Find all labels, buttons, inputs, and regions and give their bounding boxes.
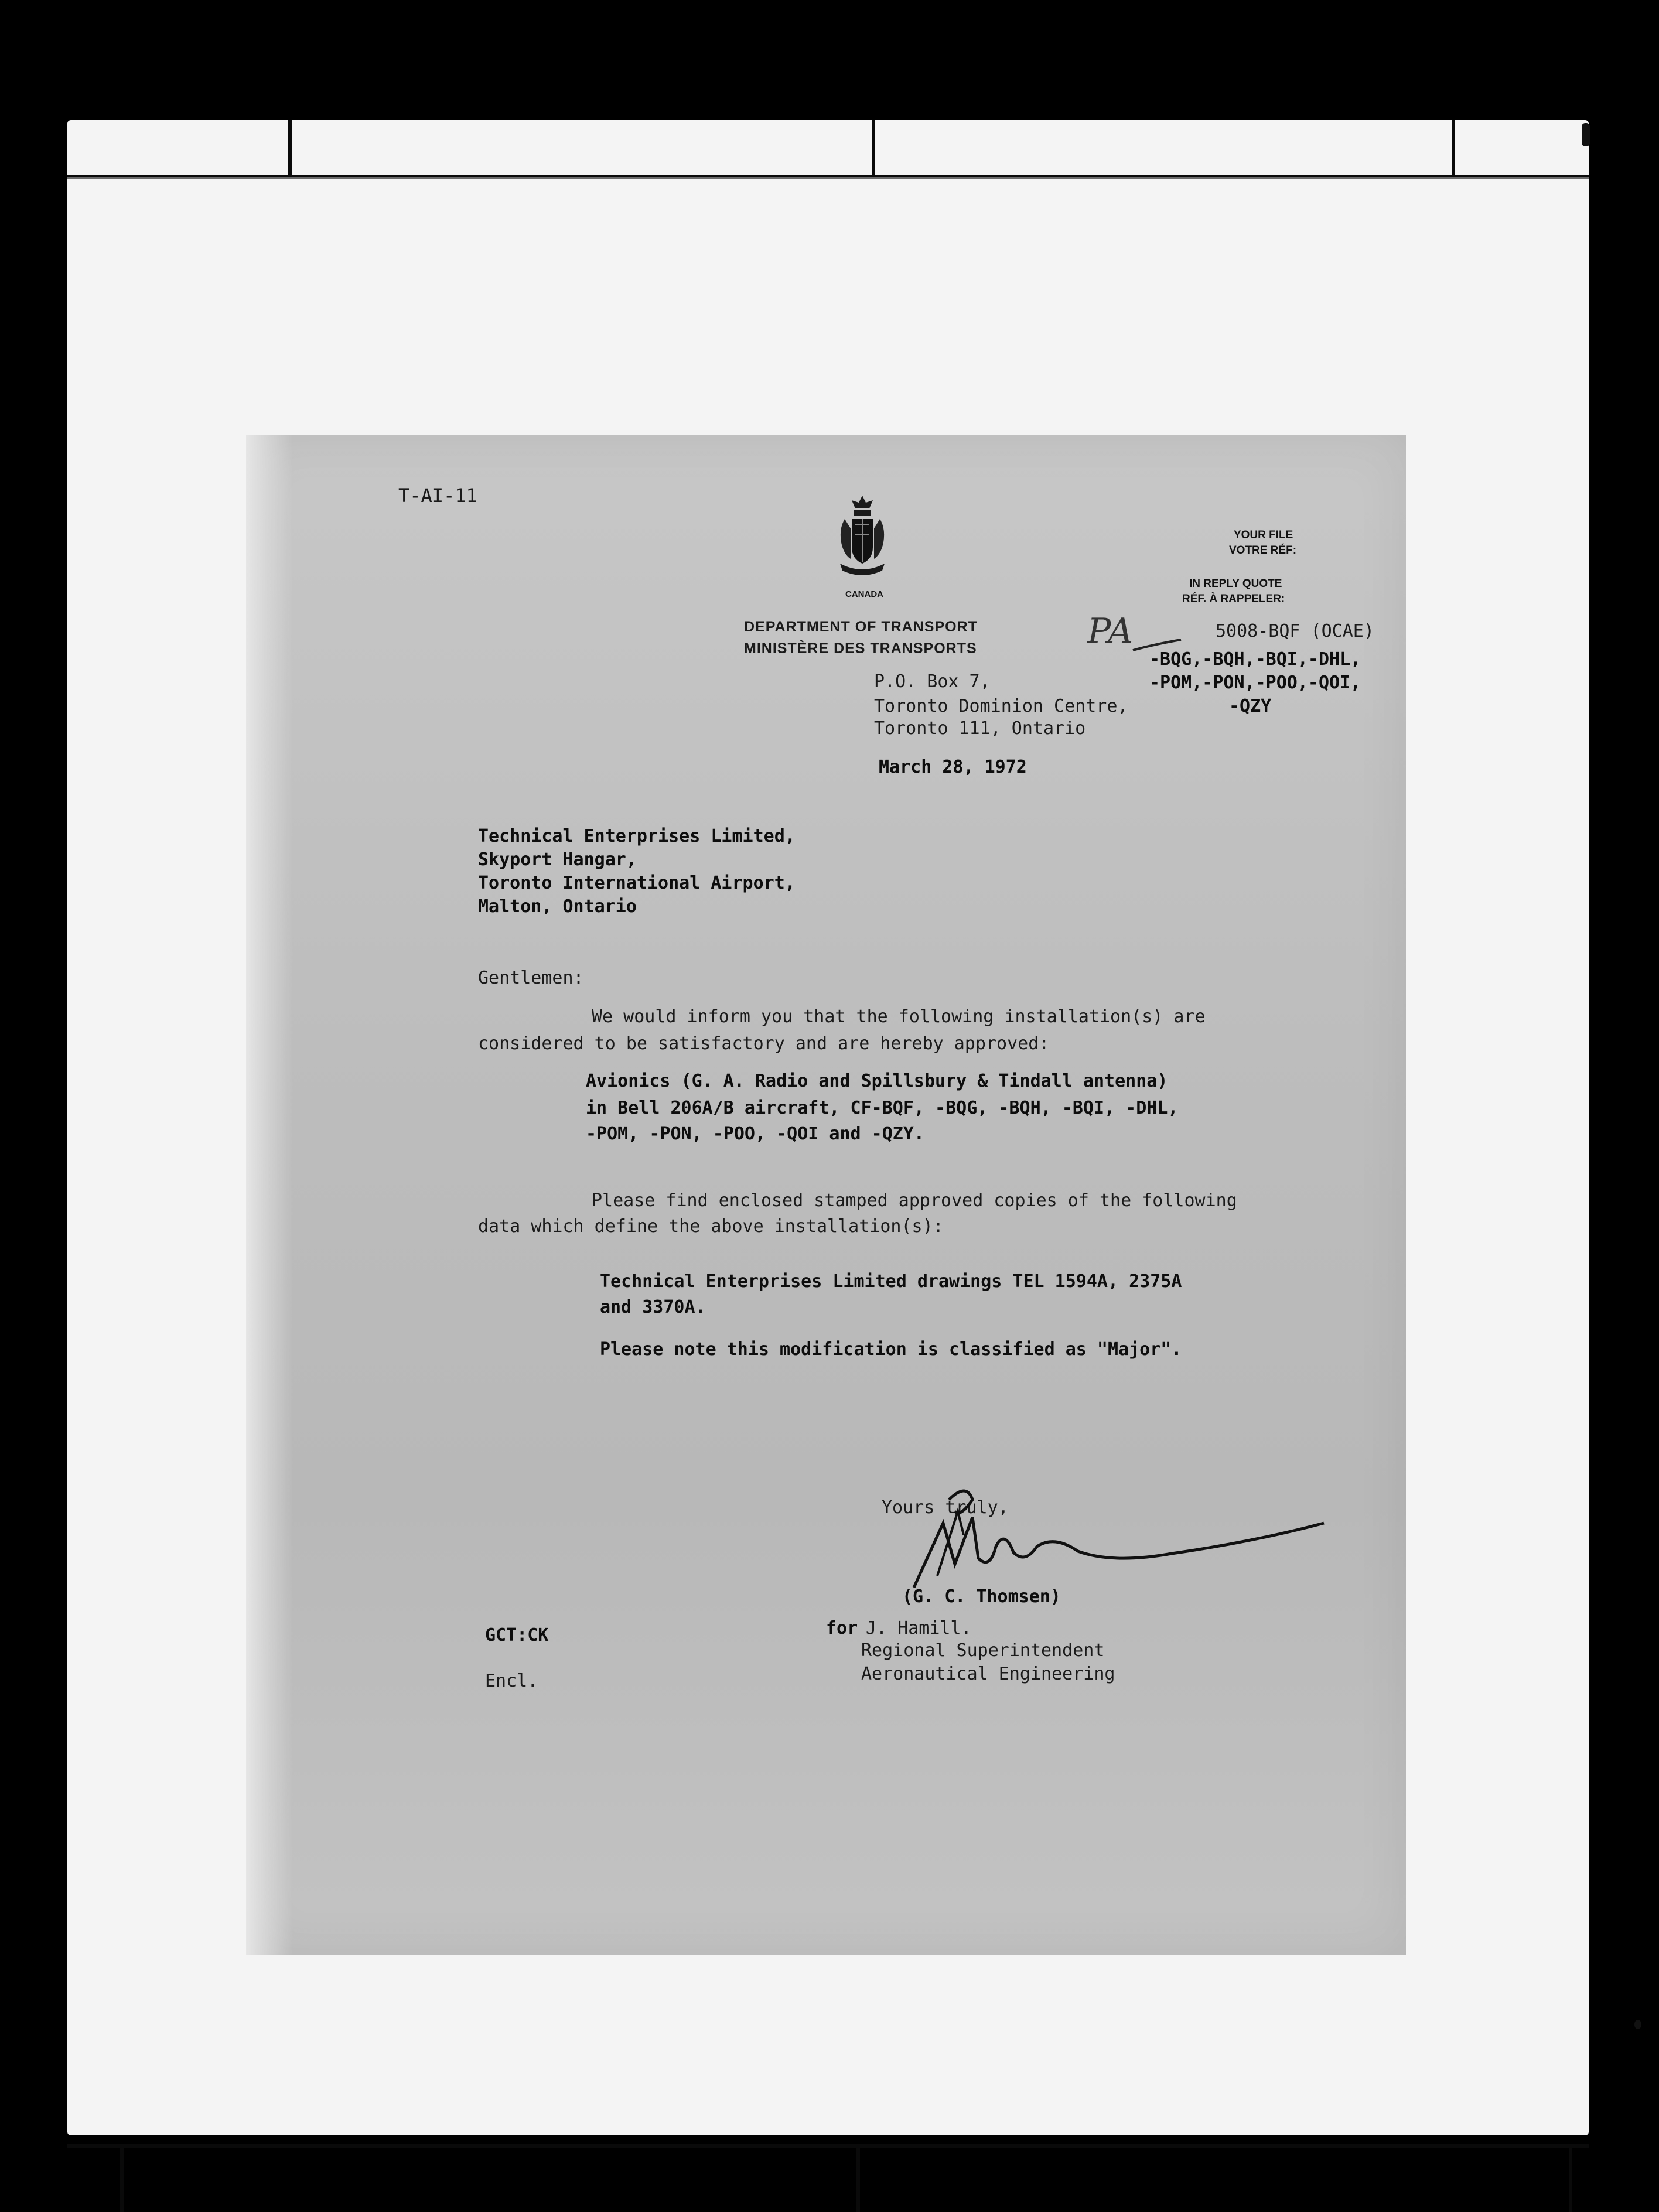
sender-address-line3: Toronto 111, Ontario [874,718,1086,739]
paragraph2-line1: Please find enclosed stamped approved copies of the following [592,1190,1237,1211]
installation-line3: -POM, -PON, -POO, -QOI and -QZY. [586,1124,924,1144]
paragraph2-line2: data which define the above installation(s): [478,1216,944,1237]
paragraph1-line1: We would inform you that the following installation(s) are [592,1006,1206,1027]
sender-address-line1: P.O. Box 7, [874,671,991,692]
classification-note: Please note this modification is classified as "Major". [600,1339,1182,1360]
signatory-for-label: for [826,1618,858,1638]
frame-rule-top-lower [67,177,1589,179]
recipient-line2: Skyport Hangar, [478,849,637,870]
letterhead-country: CANADA [845,589,883,599]
recipient-line4: Malton, Ontario [478,896,637,917]
frame-tick-top-1 [288,120,292,177]
signatory-name: (G. C. Thomsen) [902,1586,1061,1607]
reply-quote-label-en: IN REPLY QUOTE [1189,578,1282,590]
file-id: T-AI-11 [398,484,477,507]
dust-speck [1582,123,1590,146]
salutation: Gentlemen: [478,968,584,988]
reference-registrations-3: -QZY [1229,696,1272,716]
frame-tick-top-3 [1452,120,1455,177]
canada-coat-of-arms-icon [833,493,892,587]
sender-address-line2: Toronto Dominion Centre, [874,696,1128,716]
typist-initials: GCT:CK [485,1625,549,1646]
recipient-line3: Toronto International Airport, [478,873,796,893]
signatory-for-name: J. Hamill. [866,1618,972,1638]
handwritten-note: PA [1087,611,1134,652]
enclosure-note: Encl. [485,1671,538,1691]
frame-rule-bottom [67,2144,1589,2148]
handwritten-signature [902,1476,1330,1599]
frame-tick-bottom-2 [856,2144,860,2212]
paragraph1-line2: considered to be satisfactory and are hereby approved: [478,1033,1050,1054]
signatory-title2: Aeronautical Engineering [861,1664,1115,1684]
sheet-shadow-edge [246,435,293,1955]
reference-registrations-2: -POM,-PON,-POO,-QOI, [1149,673,1361,693]
letterhead-department-fr: MINISTÈRE DES TRANSPORTS [744,640,977,657]
frame-tick-bottom-1 [120,2144,124,2212]
signatory-title1: Regional Superintendent [861,1640,1105,1661]
reply-quote-label-fr: RÉF. À RAPPELER: [1182,593,1285,605]
drawings-line1: Technical Enterprises Limited drawings TEL 1594A, 2375A [600,1271,1182,1292]
dust-speck [1634,2020,1641,2029]
handwritten-stroke [1131,627,1183,662]
recipient-line1: Technical Enterprises Limited, [478,826,796,846]
frame-tick-top-2 [872,120,875,177]
reference-registrations-1: -BQG,-BQH,-BQI,-DHL, [1149,649,1361,670]
frame-tick-bottom-3 [1569,2144,1572,2212]
your-file-label-fr: VOTRE RÉF: [1229,544,1297,557]
closing: Yours truly, [882,1497,1009,1518]
letter-date: March 28, 1972 [879,757,1027,777]
your-file-label-en: YOUR FILE [1234,529,1293,541]
installation-line2: in Bell 206A/B aircraft, CF-BQF, -BQG, -BQH, -BQI, -DHL, [586,1098,1179,1118]
letterhead-department-en: DEPARTMENT OF TRANSPORT [744,619,978,635]
drawings-line2: and 3370A. [600,1297,706,1317]
installation-line1: Avionics (G. A. Radio and Spillsbury & Tindall antenna) [586,1071,1168,1091]
reference-number: 5008-BQF (OCAE) [1216,621,1374,641]
